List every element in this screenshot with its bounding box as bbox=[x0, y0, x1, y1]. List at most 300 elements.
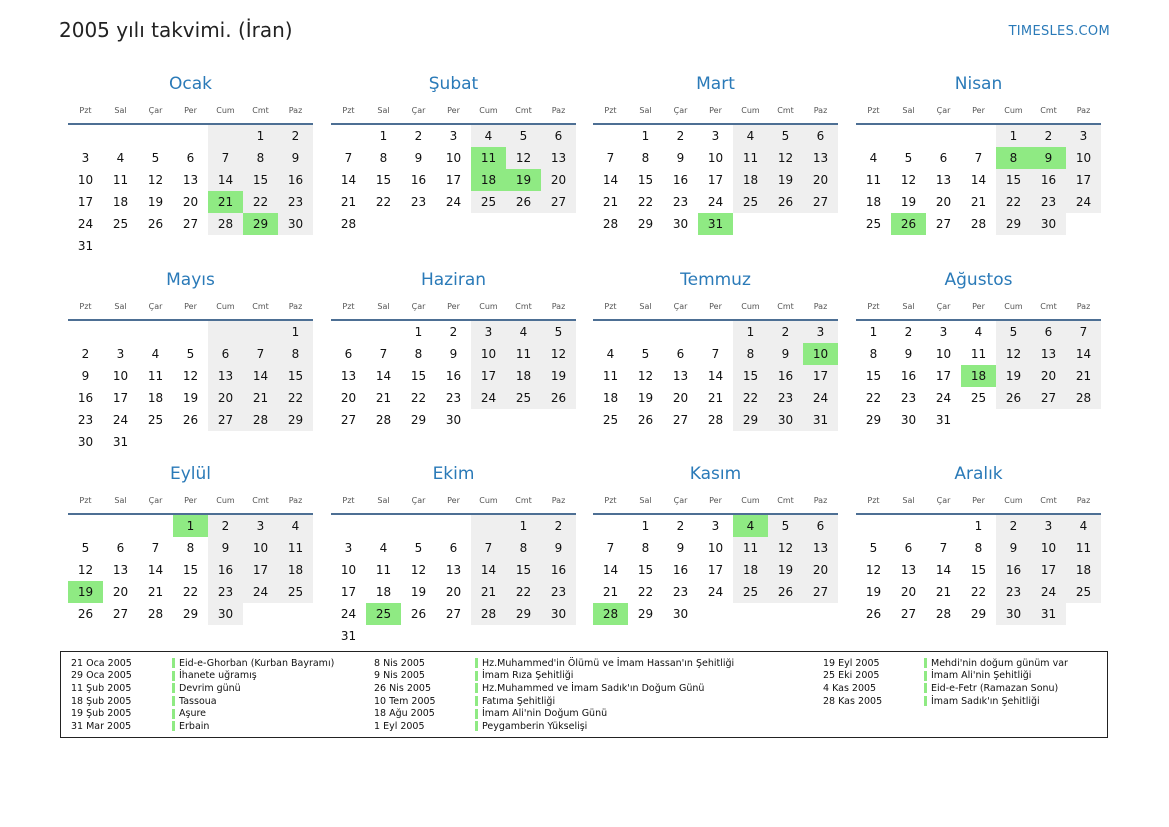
day-cell: 31 bbox=[1031, 603, 1066, 625]
day-cell: 12 bbox=[996, 343, 1031, 365]
weekday-header bbox=[68, 100, 313, 120]
day-cell: 8 bbox=[379, 151, 388, 165]
empty-day-cell bbox=[173, 321, 208, 343]
day-cell: 25 bbox=[147, 413, 164, 427]
day-cell: 25 bbox=[970, 391, 987, 405]
legend-date: 19 Eyl 2005 bbox=[823, 657, 880, 669]
month-block bbox=[593, 462, 838, 625]
holiday-legend bbox=[60, 651, 1108, 738]
legend-date: 10 Tem 2005 bbox=[374, 695, 436, 707]
month-name: Ocak bbox=[169, 74, 212, 94]
weekday-label: Paz bbox=[288, 301, 303, 311]
day-cell: 17 bbox=[445, 173, 462, 187]
legend-item bbox=[71, 720, 334, 733]
day-cell: 13 bbox=[182, 173, 199, 187]
day-grid bbox=[593, 515, 838, 625]
month-name: Eylül bbox=[169, 464, 212, 484]
day-cell: 27 bbox=[900, 607, 917, 621]
day-cell: 16 bbox=[996, 559, 1031, 581]
day-cell: 15 bbox=[243, 169, 278, 191]
day-cell: 2 bbox=[449, 325, 458, 339]
day-cell: 13 bbox=[900, 563, 917, 577]
day-cell: 5 bbox=[641, 347, 650, 361]
legend-date: 18 Ağu 2005 bbox=[374, 708, 435, 720]
month-block bbox=[68, 462, 313, 625]
day-cell: 26 bbox=[506, 191, 541, 213]
day-cell: 23 bbox=[410, 195, 427, 209]
day-cell: 9 bbox=[278, 147, 313, 169]
day-cell: 6 bbox=[803, 125, 838, 147]
month-name: Aralık bbox=[954, 464, 1003, 484]
weekday-label: Cum bbox=[216, 495, 235, 505]
empty-day-cell bbox=[856, 515, 891, 537]
weekday-label: Cmt bbox=[777, 105, 794, 115]
day-cell: 4 bbox=[1066, 515, 1101, 537]
day-cell: 2 bbox=[1031, 125, 1066, 147]
day-cell: 26 bbox=[147, 217, 164, 231]
legend-column bbox=[823, 657, 1068, 707]
weekday-label: Çar bbox=[148, 105, 163, 115]
day-cell: 3 bbox=[803, 321, 838, 343]
holiday-day-cell: 29 bbox=[243, 213, 278, 235]
day-cell: 18 bbox=[865, 195, 882, 209]
day-cell: 7 bbox=[471, 537, 506, 559]
day-cell: 4 bbox=[116, 151, 125, 165]
weekday-label: Çar bbox=[936, 105, 951, 115]
holiday-day-cell: 9 bbox=[1031, 147, 1066, 169]
day-cell: 15 bbox=[182, 563, 199, 577]
day-cell: 14 bbox=[471, 559, 506, 581]
weekday-label: Pzt bbox=[604, 495, 617, 505]
legend-holiday-name: Hz.Muhammed'in Ölümü ve İmam Hassan'ın Şehitliği bbox=[482, 657, 735, 669]
empty-day-cell bbox=[366, 515, 401, 537]
day-cell: 11 bbox=[733, 537, 768, 559]
day-cell: 14 bbox=[602, 173, 619, 187]
day-cell: 20 bbox=[935, 195, 952, 209]
empty-day-cell bbox=[103, 321, 138, 343]
day-cell: 29 bbox=[733, 409, 768, 431]
day-cell: 26 bbox=[410, 607, 427, 621]
month-block bbox=[331, 268, 576, 431]
day-cell: 29 bbox=[506, 603, 541, 625]
empty-day-cell bbox=[698, 321, 733, 343]
weekday-label: Cum bbox=[1004, 105, 1023, 115]
day-cell: 13 bbox=[803, 537, 838, 559]
weekday-label: Paz bbox=[551, 495, 566, 505]
weekday-header bbox=[856, 296, 1101, 316]
legend-item bbox=[374, 657, 734, 670]
day-cell: 12 bbox=[900, 173, 917, 187]
day-cell: 11 bbox=[733, 147, 768, 169]
empty-day-cell bbox=[891, 125, 926, 147]
weekday-label: Per bbox=[709, 105, 722, 115]
legend-color-bar bbox=[924, 658, 927, 668]
day-cell: 3 bbox=[449, 129, 458, 143]
empty-day-cell bbox=[663, 321, 698, 343]
day-cell: 3 bbox=[1031, 515, 1066, 537]
weekday-label: Pzt bbox=[867, 301, 880, 311]
day-cell: 29 bbox=[865, 413, 882, 427]
legend-item bbox=[374, 682, 734, 695]
day-cell: 24 bbox=[803, 387, 838, 409]
day-cell: 25 bbox=[602, 413, 619, 427]
day-cell: 3 bbox=[116, 347, 125, 361]
day-cell: 15 bbox=[375, 173, 392, 187]
day-cell: 1 bbox=[379, 129, 388, 143]
weekday-label: Paz bbox=[551, 301, 566, 311]
legend-color-bar bbox=[475, 683, 478, 693]
weekday-header bbox=[331, 100, 576, 120]
day-cell: 14 bbox=[935, 563, 952, 577]
day-cell: 2 bbox=[676, 519, 685, 533]
legend-date: 29 Oca 2005 bbox=[71, 670, 132, 682]
day-cell: 14 bbox=[1066, 343, 1101, 365]
weekday-header bbox=[856, 490, 1101, 510]
day-cell: 20 bbox=[340, 391, 357, 405]
legend-item bbox=[823, 670, 1068, 683]
legend-item bbox=[374, 670, 734, 683]
legend-color-bar bbox=[172, 709, 175, 719]
weekday-label: Sal bbox=[639, 105, 652, 115]
day-cell: 8 bbox=[869, 347, 878, 361]
holiday-day-cell: 1 bbox=[173, 515, 208, 537]
day-cell: 21 bbox=[602, 195, 619, 209]
day-cell: 13 bbox=[541, 147, 576, 169]
day-cell: 26 bbox=[768, 191, 803, 213]
holiday-day-cell: 21 bbox=[208, 191, 243, 213]
weekday-label: Cum bbox=[1004, 301, 1023, 311]
empty-day-cell bbox=[366, 321, 401, 343]
day-cell: 13 bbox=[208, 365, 243, 387]
weekday-label: Per bbox=[972, 105, 985, 115]
day-cell: 4 bbox=[606, 347, 615, 361]
day-cell: 15 bbox=[410, 369, 427, 383]
day-cell: 26 bbox=[637, 413, 654, 427]
day-cell: 2 bbox=[541, 515, 576, 537]
weekday-label: Sal bbox=[377, 495, 390, 505]
day-cell: 19 bbox=[147, 195, 164, 209]
legend-item bbox=[823, 657, 1068, 670]
day-cell: 24 bbox=[445, 195, 462, 209]
page-title: 2005 yılı takvimi. (İran) bbox=[59, 18, 293, 42]
weekday-label: Cmt bbox=[1040, 105, 1057, 115]
day-cell: 17 bbox=[707, 563, 724, 577]
weekday-label: Cum bbox=[741, 495, 760, 505]
day-cell: 23 bbox=[77, 413, 94, 427]
day-cell: 10 bbox=[77, 173, 94, 187]
day-cell: 10 bbox=[112, 369, 129, 383]
day-cell: 6 bbox=[449, 541, 458, 555]
day-cell: 5 bbox=[414, 541, 423, 555]
month-block bbox=[331, 462, 576, 647]
weekday-label: Cmt bbox=[777, 301, 794, 311]
empty-day-cell bbox=[926, 515, 961, 537]
day-cell: 15 bbox=[865, 369, 882, 383]
day-cell: 6 bbox=[676, 347, 685, 361]
legend-holiday-name: Erbain bbox=[179, 720, 210, 732]
weekday-header bbox=[331, 490, 576, 510]
day-cell: 10 bbox=[471, 343, 506, 365]
day-cell: 13 bbox=[112, 563, 129, 577]
day-cell: 24 bbox=[340, 607, 357, 621]
weekday-label: Pzt bbox=[604, 105, 617, 115]
day-cell: 4 bbox=[506, 321, 541, 343]
day-cell: 17 bbox=[1066, 169, 1101, 191]
day-cell: 28 bbox=[375, 413, 392, 427]
day-cell: 22 bbox=[375, 195, 392, 209]
site-link[interactable]: TIMESLES.COM bbox=[1008, 24, 1110, 39]
weekday-label: Per bbox=[184, 495, 197, 505]
day-cell: 5 bbox=[506, 125, 541, 147]
day-cell: 26 bbox=[996, 387, 1031, 409]
weekday-label: Cum bbox=[741, 301, 760, 311]
weekday-label: Paz bbox=[551, 105, 566, 115]
day-cell: 13 bbox=[1031, 343, 1066, 365]
day-cell: 12 bbox=[768, 537, 803, 559]
weekday-label: Cum bbox=[1004, 495, 1023, 505]
legend-date: 4 Kas 2005 bbox=[823, 682, 877, 694]
day-cell: 19 bbox=[637, 391, 654, 405]
day-cell: 20 bbox=[1031, 365, 1066, 387]
day-cell: 26 bbox=[865, 607, 882, 621]
day-cell: 16 bbox=[278, 169, 313, 191]
day-cell: 7 bbox=[151, 541, 160, 555]
weekday-label: Cum bbox=[479, 495, 498, 505]
day-cell: 7 bbox=[606, 151, 615, 165]
legend-item bbox=[823, 682, 1068, 695]
legend-holiday-name: Eid-e-Ghorban (Kurban Bayramı) bbox=[179, 657, 335, 669]
day-cell: 29 bbox=[996, 213, 1031, 235]
weekday-label: Cmt bbox=[777, 495, 794, 505]
month-name: Ekim bbox=[432, 464, 475, 484]
day-cell: 19 bbox=[410, 585, 427, 599]
holiday-day-cell: 26 bbox=[891, 213, 926, 235]
day-cell: 7 bbox=[974, 151, 983, 165]
weekday-label: Cmt bbox=[1040, 301, 1057, 311]
weekday-label: Sal bbox=[377, 301, 390, 311]
day-cell: 2 bbox=[278, 125, 313, 147]
legend-color-bar bbox=[475, 671, 478, 681]
day-cell: 8 bbox=[414, 347, 423, 361]
empty-day-cell bbox=[243, 321, 278, 343]
day-cell: 21 bbox=[147, 585, 164, 599]
day-cell: 28 bbox=[243, 409, 278, 431]
day-cell: 4 bbox=[733, 125, 768, 147]
legend-item bbox=[71, 695, 334, 708]
weekday-label: Pzt bbox=[342, 105, 355, 115]
day-cell: 7 bbox=[208, 147, 243, 169]
weekday-label: Cmt bbox=[252, 301, 269, 311]
day-cell: 13 bbox=[672, 369, 689, 383]
weekday-label: Pzt bbox=[867, 495, 880, 505]
day-cell: 19 bbox=[900, 195, 917, 209]
day-cell: 27 bbox=[541, 191, 576, 213]
day-cell: 6 bbox=[116, 541, 125, 555]
day-cell: 26 bbox=[182, 413, 199, 427]
day-cell: 30 bbox=[672, 607, 689, 621]
day-cell: 20 bbox=[900, 585, 917, 599]
day-cell: 30 bbox=[1031, 213, 1066, 235]
legend-holiday-name: İmam Ali'nin Doğum Günü bbox=[482, 708, 608, 720]
weekday-label: Paz bbox=[288, 495, 303, 505]
weekday-label: Sal bbox=[377, 105, 390, 115]
day-cell: 14 bbox=[208, 169, 243, 191]
weekday-label: Paz bbox=[1076, 495, 1091, 505]
legend-column bbox=[71, 657, 334, 733]
empty-day-cell bbox=[68, 321, 103, 343]
legend-date: 21 Oca 2005 bbox=[71, 657, 132, 669]
weekday-label: Sal bbox=[114, 301, 127, 311]
month-block bbox=[856, 462, 1101, 625]
day-cell: 3 bbox=[711, 519, 720, 533]
legend-holiday-name: Fatıma Şehitliği bbox=[482, 695, 556, 707]
day-cell: 11 bbox=[970, 347, 987, 361]
day-cell: 24 bbox=[471, 387, 506, 409]
weekday-label: Sal bbox=[902, 301, 915, 311]
day-cell: 8 bbox=[506, 537, 541, 559]
weekday-label: Sal bbox=[639, 495, 652, 505]
day-cell: 22 bbox=[637, 195, 654, 209]
legend-holiday-name: İhanete uğramış bbox=[179, 670, 257, 682]
day-cell: 17 bbox=[112, 391, 129, 405]
month-block bbox=[593, 72, 838, 235]
day-cell: 28 bbox=[935, 607, 952, 621]
legend-date: 26 Nis 2005 bbox=[374, 682, 431, 694]
day-cell: 5 bbox=[151, 151, 160, 165]
empty-day-cell bbox=[331, 321, 366, 343]
day-cell: 11 bbox=[506, 343, 541, 365]
month-name: Mayıs bbox=[166, 270, 215, 290]
legend-date: 31 Mar 2005 bbox=[71, 720, 132, 732]
day-cell: 16 bbox=[672, 563, 689, 577]
weekday-header bbox=[856, 100, 1101, 120]
legend-color-bar bbox=[172, 696, 175, 706]
day-cell: 23 bbox=[672, 195, 689, 209]
empty-day-cell bbox=[926, 125, 961, 147]
day-cell: 19 bbox=[541, 365, 576, 387]
weekday-label: Cum bbox=[216, 301, 235, 311]
day-cell: 6 bbox=[904, 541, 913, 555]
day-cell: 11 bbox=[375, 563, 392, 577]
weekday-label: Çar bbox=[411, 105, 426, 115]
day-cell: 30 bbox=[208, 603, 243, 625]
day-cell: 30 bbox=[77, 435, 94, 449]
weekday-label: Per bbox=[709, 495, 722, 505]
day-cell: 11 bbox=[865, 173, 882, 187]
day-cell: 27 bbox=[445, 607, 462, 621]
day-cell: 18 bbox=[1066, 559, 1101, 581]
day-cell: 28 bbox=[340, 217, 357, 231]
empty-day-cell bbox=[103, 515, 138, 537]
empty-day-cell bbox=[856, 125, 891, 147]
weekday-label: Paz bbox=[288, 105, 303, 115]
day-cell: 18 bbox=[506, 365, 541, 387]
day-cell: 5 bbox=[541, 321, 576, 343]
day-cell: 21 bbox=[375, 391, 392, 405]
day-cell: 5 bbox=[869, 541, 878, 555]
weekday-label: Çar bbox=[411, 495, 426, 505]
day-cell: 24 bbox=[112, 413, 129, 427]
empty-day-cell bbox=[401, 515, 436, 537]
day-cell: 8 bbox=[733, 343, 768, 365]
holiday-day-cell: 18 bbox=[471, 169, 506, 191]
day-cell: 23 bbox=[278, 191, 313, 213]
day-cell: 9 bbox=[541, 537, 576, 559]
day-cell: 8 bbox=[641, 541, 650, 555]
day-cell: 25 bbox=[733, 581, 768, 603]
day-cell: 4 bbox=[379, 541, 388, 555]
day-cell: 20 bbox=[541, 169, 576, 191]
day-cell: 25 bbox=[865, 217, 882, 231]
day-cell: 16 bbox=[541, 559, 576, 581]
day-cell: 12 bbox=[506, 147, 541, 169]
weekday-label: Çar bbox=[673, 301, 688, 311]
day-grid bbox=[856, 125, 1101, 235]
empty-day-cell bbox=[208, 125, 243, 147]
day-cell: 29 bbox=[182, 607, 199, 621]
day-cell: 17 bbox=[707, 173, 724, 187]
day-cell: 24 bbox=[1066, 191, 1101, 213]
holiday-day-cell: 19 bbox=[68, 581, 103, 603]
day-cell: 9 bbox=[768, 343, 803, 365]
day-grid bbox=[331, 125, 576, 235]
day-cell: 6 bbox=[344, 347, 353, 361]
empty-day-cell bbox=[331, 125, 366, 147]
day-cell: 21 bbox=[707, 391, 724, 405]
legend-holiday-name: Mehdi'nin doğum günüm var bbox=[931, 657, 1068, 669]
empty-day-cell bbox=[471, 515, 506, 537]
day-cell: 29 bbox=[278, 409, 313, 431]
day-cell: 24 bbox=[935, 391, 952, 405]
day-cell: 31 bbox=[935, 413, 952, 427]
day-cell: 3 bbox=[81, 151, 90, 165]
day-cell: 2 bbox=[904, 325, 913, 339]
day-cell: 25 bbox=[1066, 581, 1101, 603]
day-cell: 23 bbox=[541, 581, 576, 603]
weekday-label: Pzt bbox=[867, 105, 880, 115]
empty-day-cell bbox=[208, 321, 243, 343]
legend-color-bar bbox=[924, 696, 927, 706]
legend-item bbox=[71, 707, 334, 720]
day-cell: 3 bbox=[344, 541, 353, 555]
month-block bbox=[856, 72, 1101, 235]
day-cell: 1 bbox=[641, 129, 650, 143]
day-cell: 7 bbox=[939, 541, 948, 555]
day-cell: 14 bbox=[375, 369, 392, 383]
day-cell: 18 bbox=[602, 391, 619, 405]
weekday-label: Cmt bbox=[1040, 495, 1057, 505]
day-cell: 15 bbox=[637, 173, 654, 187]
day-cell: 30 bbox=[996, 603, 1031, 625]
day-cell: 28 bbox=[970, 217, 987, 231]
legend-holiday-name: Aşure bbox=[179, 708, 207, 720]
day-cell: 14 bbox=[707, 369, 724, 383]
month-name: Kasım bbox=[689, 464, 742, 484]
weekday-label: Sal bbox=[902, 495, 915, 505]
day-cell: 18 bbox=[278, 559, 313, 581]
month-name: Mart bbox=[696, 74, 735, 94]
month-name: Şubat bbox=[428, 74, 479, 94]
day-cell: 22 bbox=[637, 585, 654, 599]
day-cell: 26 bbox=[768, 581, 803, 603]
day-cell: 23 bbox=[900, 391, 917, 405]
weekday-label: Pzt bbox=[342, 301, 355, 311]
day-cell: 25 bbox=[471, 191, 506, 213]
legend-color-bar bbox=[475, 696, 478, 706]
day-cell: 10 bbox=[1031, 537, 1066, 559]
day-cell: 13 bbox=[445, 563, 462, 577]
weekday-label: Per bbox=[447, 301, 460, 311]
